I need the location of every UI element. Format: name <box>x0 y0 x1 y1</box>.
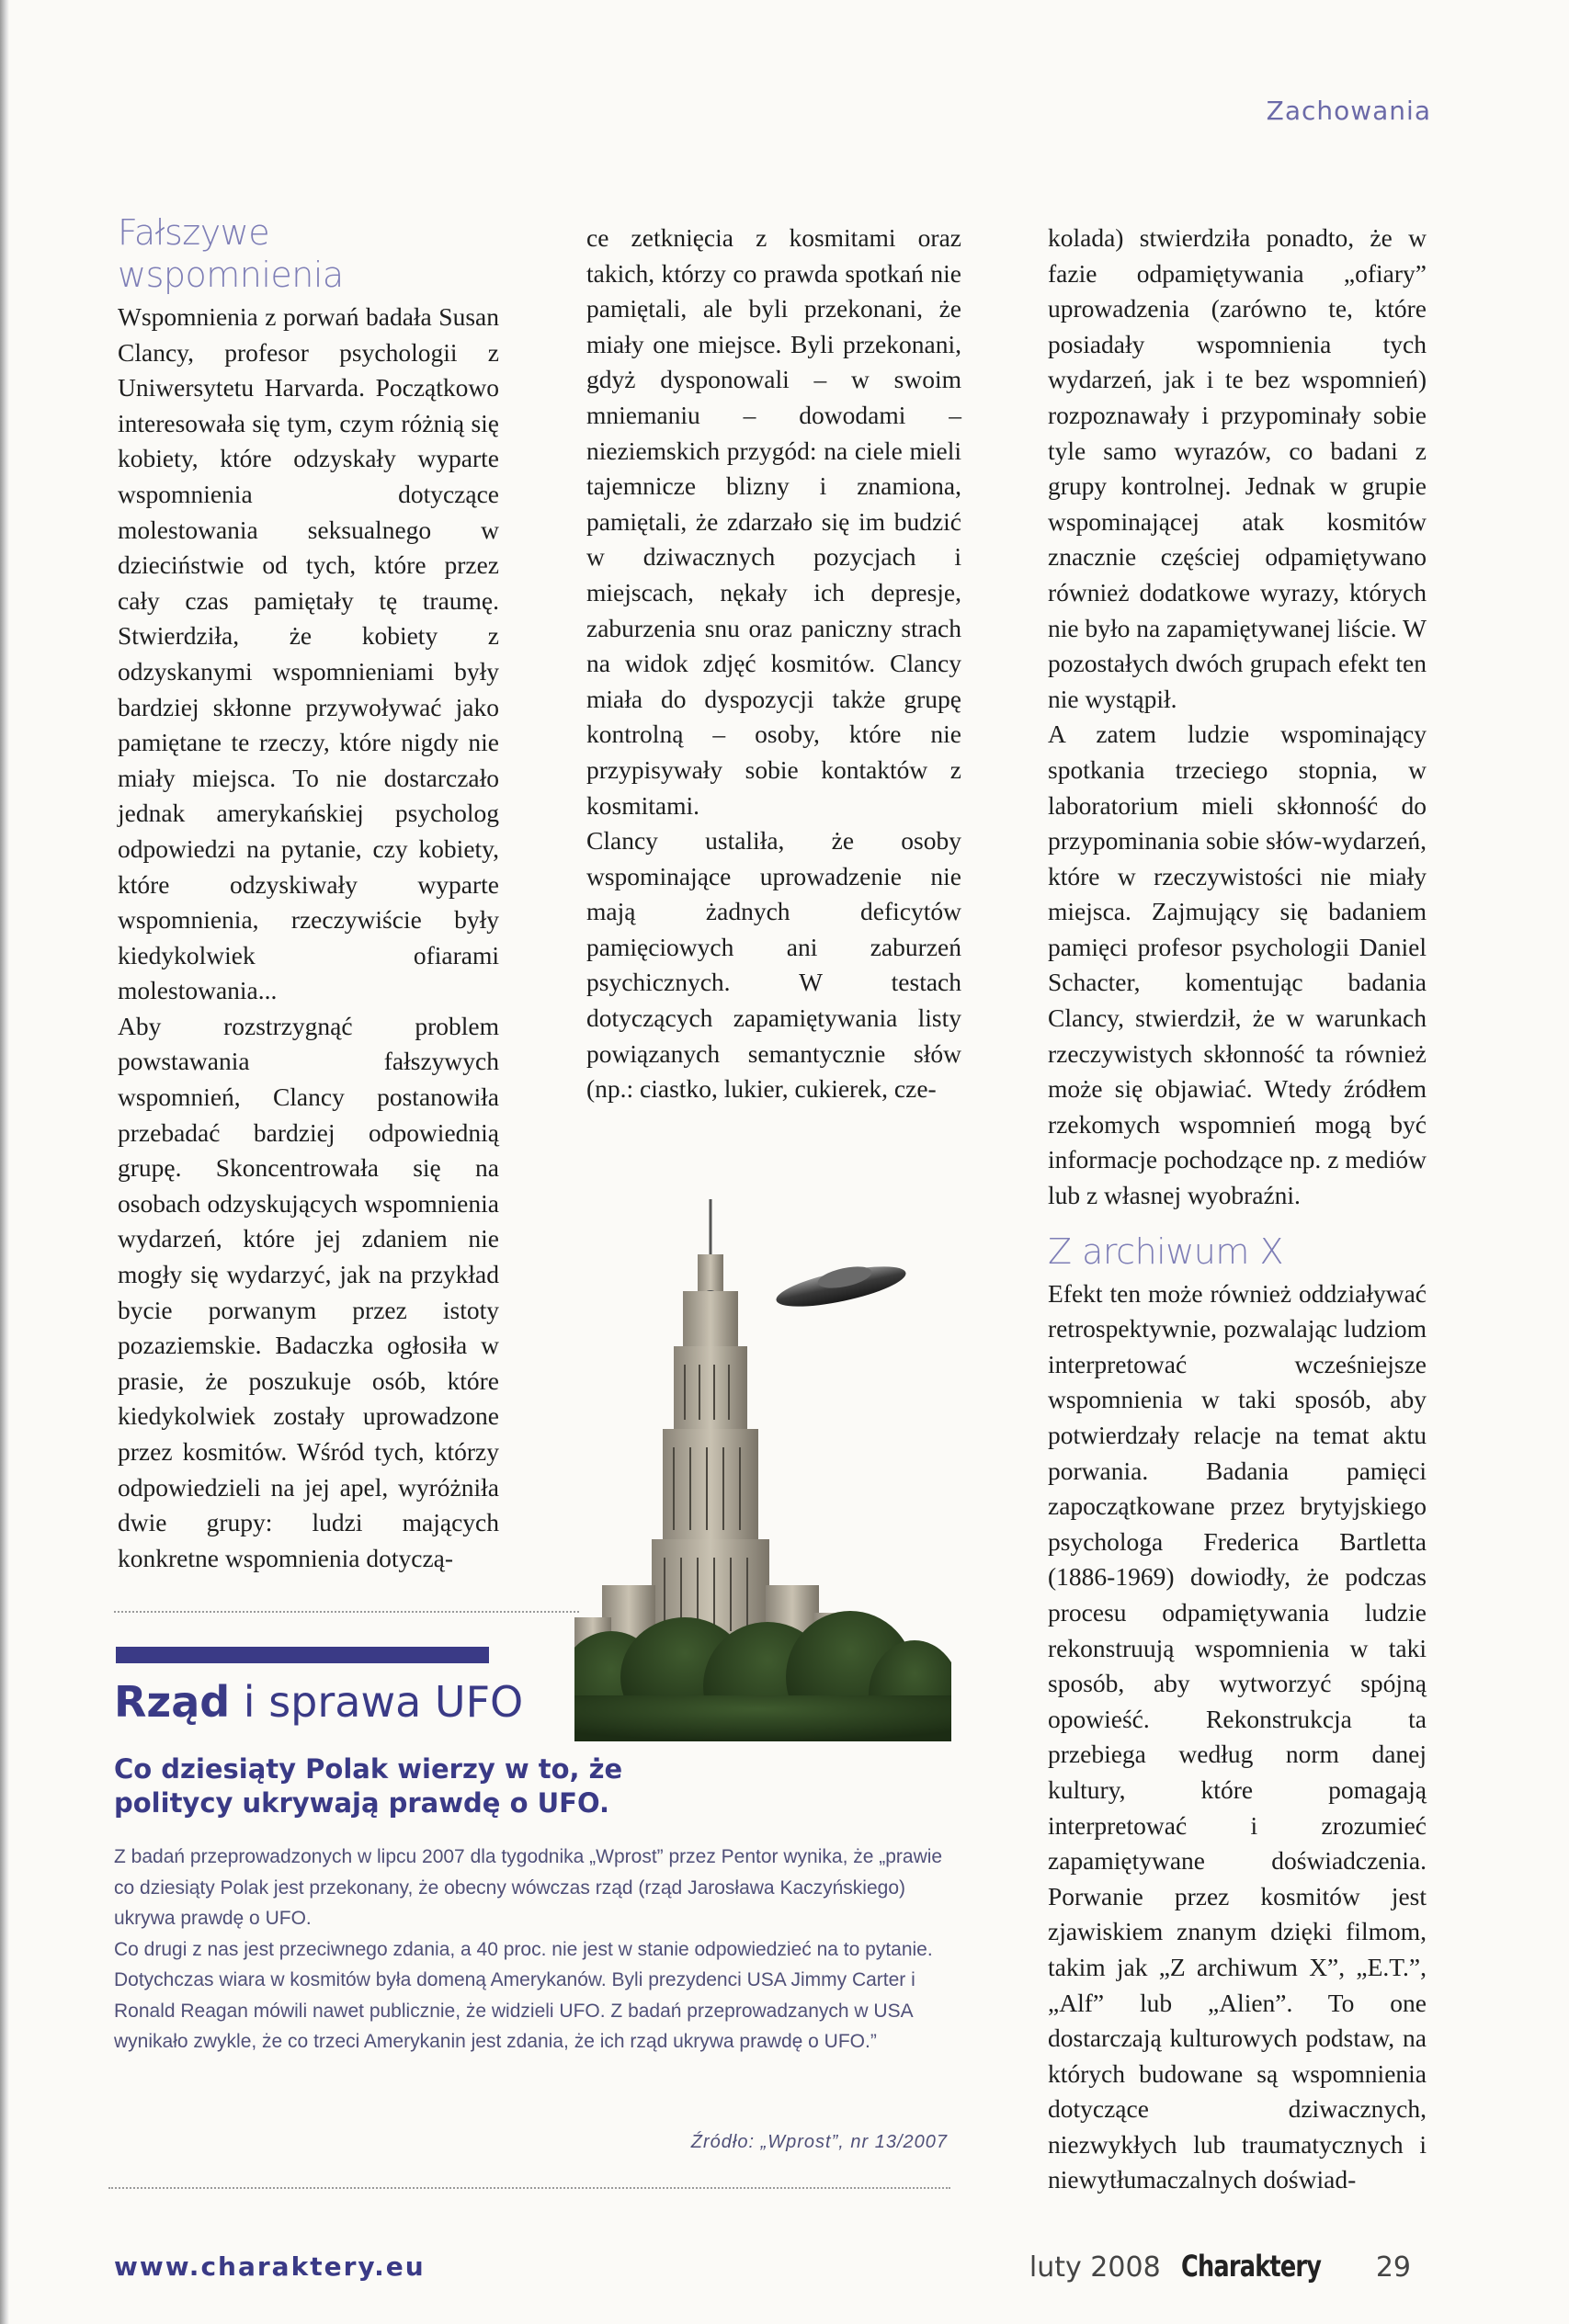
paragraph: Efekt ten może również oddziaływać retrospektywnie, pozwalając ludziom interpretować wcześniejsze wspomnienia w taki sposób, aby potwierdzały relacje na temat aktu porwania. Badania pamięci zapoczątkowane przez brytyjskiego psychologa Frederica Bartletta (1886-1969) dowiodły, że podczas procesu odpamiętywania ludzie rekonstruują wspomnienia w taki sposób, aby wytworzyć spójną opowieść. Rekonstrukcja ta przebiega według norm danej kultury, które pomagają interpretować i zrozumieć zapamiętywane doświadczenia. Porwanie przez kosmitów jest zjawiskiem znanym dzięki filmom, takim jak „Z archiwum X”, „E.T.”, „Alf” lub „Alien”. To one dostarczają kulturowych podstaw, na których budowane są wspomnienia dotyczące dziwacznych, niezwykłych lub traumatycznych i niewytłumaczalnych doświad- <box>1048 1278 1427 2194</box>
box-title-rest: i sprawa UFO <box>230 1677 524 1727</box>
paragraph: Clancy ustaliła, że osoby wspominające uprowadzenie nie mają żadnych deficytów pamięciowych ani zaburzeń psychicznych. W testach dotyczących zapamiętywania listy powiązanych semantycznie słów (np.: ciastko, lukier, cukierek, cze- <box>586 826 961 1104</box>
box-title-bold: Rząd <box>114 1677 231 1727</box>
box-paragraph: Co drugi z nas jest przeciwnego zdania, a 40 proc. nie jest w stanie odpowiedzieć na to pytanie. Dotychczas wiara w kosmitów była domeną Amerykanów. Byli prezydenci USA Jimmy Carter i Ronald Reagan mówili nawet publicznie, że widzieli UFO. Z badań przeprowadzanych w USA wynikało zwykle, że co trzeci Amerykanin jest zdania, że ich rząd ukrywa prawdę o UFO.” <box>114 1938 933 2052</box>
box-accent-bar <box>116 1647 489 1663</box>
article-column-2 <box>586 221 961 1107</box>
magazine-logo: Charaktery <box>1180 2249 1321 2284</box>
subhead-false-memories: Fałszywe wspomnienia <box>118 212 344 295</box>
ufo-icon <box>773 1258 909 1314</box>
box-source: Źródło: „Wprost”, nr 13/2007 <box>690 2132 948 2152</box>
paragraph: Aby rozstrzygnąć problem powstawania fałszywych wspomnień, Clancy postanowiła przebadać bardziej odpowiednią grupę. Skoncentrowała się na osobach odzyskujących wspomnienia wydarzeń, które jej zdaniem nie mogły się wydarzyć, jak na przykład bycie porwanym przez istoty pozaziemskie. Badaczka ogłosiła w prasie, że poszukuje osób, które kiedykolwiek zostały uprowadzone przez kosmitów. Wśród tych, którzy odpowiedzieli na jej apel, wyróżniła dwie grupy: ludzi mających konkretne wspomnienia dotyczą- <box>118 1011 499 1572</box>
paragraph: ce zetknięcia z kosmitami oraz takich, którzy co prawda spotkań nie pamiętali, ale byli przekonani, że miały one miejsce. Byli przekonani, gdyż dysponowali – w swoim mniemaniu – dowodami – nieziemskich przygód: na ciele mieli tajemnicze blizny i znamiona, pamiętali, że zdarzało się im budzić w dziwacznych pozycjach i miejscach, nękały ich depresje, zaburzenia snu oraz paniczny strach na widok zdjęć kosmitów. Clancy miała do dyspozycji także grupę kontrolną – osoby, które nie przypisywały sobie kontaktów z kosmitami. <box>586 223 961 820</box>
box-lead: Co dziesiąty Polak wierzy w to, że politycy ukrywają prawdę o UFO. <box>114 1753 623 1819</box>
paragraph: Wspomnienia z porwań badała Susan Clancy, profesor psychologii z Uniwersytetu Harvarda. Początkowo interesowała się tym, czym różnią się kobiety, które odzyskały wyparte wspomnienia dotyczące molestowania seksualnego w dzieciństwie od tych, które przez cały czas pamiętały tę traumę. Stwierdziła, że kobiety z odzyskanymi wspomnieniami były bardziej skłonne przywoływać jako pamiętane te rzeczy, które nigdy nie miały miejsca. To nie dostarczało jednak amerykańskiej psycholog odpowiedzi na pytanie, czy kobiety, które odzyskiwały wyparte wspomnienia, rzeczywiście były kiedykolwiek ofiarami molestowania... <box>118 302 499 1005</box>
footer-issue-info <box>1029 2249 1411 2284</box>
box-top-divider <box>114 1611 579 1613</box>
footer-website-link[interactable]: www.charaktery.eu <box>114 2251 426 2282</box>
palace-ufo-illustration <box>574 1199 951 1741</box>
paragraph: A zatem ludzie wspominający spotkania trzeciego stopnia, w laboratorium mieli skłonność do przypominania sobie słów-wydarzeń, które w rzeczywistości nie miały miejsca. Zajmujący się badaniem pamięci profesor psychologii Daniel Schacter, komentując badania Clancy, stwierdził, że w warunkach rzeczywistych skłonność ta również może się objawiać. Wtedy źródłem rzekomych wspomnień mogą być informacje pochodzące np. z mediów lub z własnej wyobraźni. <box>1048 720 1427 1210</box>
article-column-1 <box>118 211 499 1576</box>
issue-date: luty 2008 <box>1029 2251 1161 2284</box>
box-bottom-divider <box>108 2187 950 2189</box>
box-title <box>114 1677 523 1727</box>
page-number: 29 <box>1375 2251 1411 2284</box>
box-body <box>114 1842 950 2058</box>
subhead-x-files: Z archiwum X <box>1048 1230 1284 1272</box>
box-paragraph: Z badań przeprowadzonych w lipcu 2007 dla tygodnika „Wprost” przez Pentor wynika, że „prawie co dziesiąty Polak jest przekonany, że obecny wówczas rząd (rząd Jarosława Kaczyńskiego) ukrywa prawdę o UFO. <box>114 1846 943 1929</box>
article-column-3 <box>1048 221 1427 2198</box>
section-label: Zachowania <box>1266 96 1431 126</box>
page-binding-edge <box>0 0 9 2324</box>
paragraph: kolada) stwierdziła ponadto, że w fazie odpamiętywania „ofiary” uprowadzenia (zarówno te, które posiadały wspomnienia tych wydarzeń, jak i te bez wspomnień) rozpoznawały i przypominały sobie tyle samo wyrazów, co badani z grupy kontrolnej. Jednak w grupie wspominającej atak kosmitów znacznie częściej odpamiętywano również dodatkowe wyrazy, których nie było na zapamiętywanej liście. W pozostałych dwóch grupach efekt ten nie wystąpił. <box>1048 223 1427 713</box>
